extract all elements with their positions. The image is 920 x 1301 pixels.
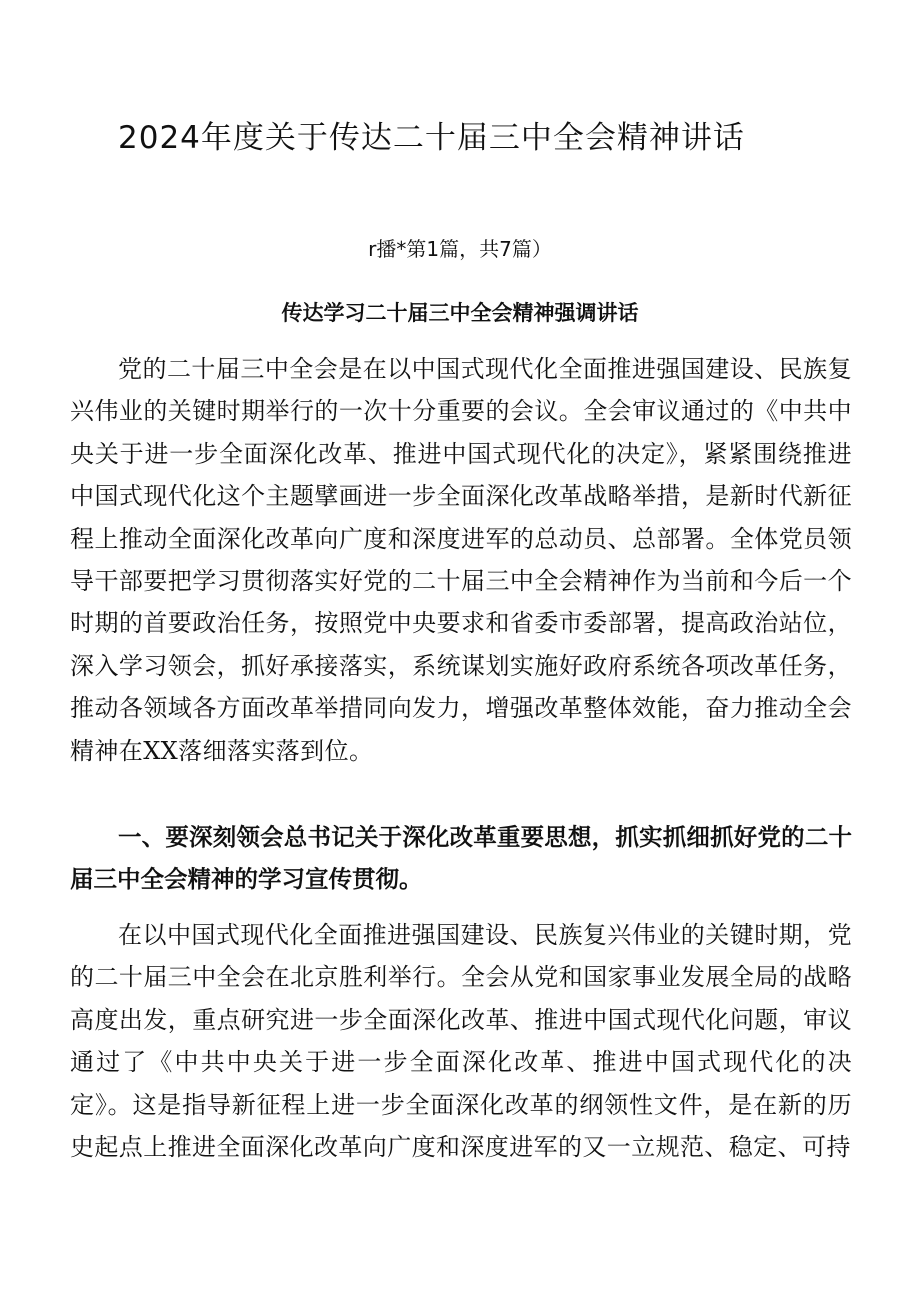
body-paragraph-2: 在以中国式现代化全面推进强国建设、民族复兴伟业的关键时期，党的二十届三中全会在北京胜利举行。全会从党和国家事业发展全局的战略高度出发，重点研究进一步全面深化改革、推进中国式现代化问题，审议通过了《中共中央关于进一步全面深化改革、推进中国式现代化的决定》。这是指导新征程上进一步全面深化改革的纲领性文件，是在新的历史起点上推进全面深化改革向广度和深度进军的又一立规范、稳定、可持 (70, 921, 852, 1162)
document-title: 2024年度关于传达二十届三中全会精神讲话 (118, 120, 745, 156)
heading-1: 一、要深刻领会总书记关于深化改革重要思想，抓实抓细抓好党的二十届三中全会精神的学习宣传贯彻。 (70, 823, 852, 893)
part-label: r播*第1篇，共7篇） (368, 237, 552, 261)
section-title: 传达学习二十届三中全会精神强调讲话 (281, 301, 639, 325)
body-paragraph-1: 党的二十届三中全会是在以中国式现代化全面推进强国建设、民族复兴伟业的关键时期举行的一次十分重要的会议。全会审议通过的《中共中央关于进一步全面深化改革、推进中国式现代化的决定》，紧紧围绕推进中国式现代化这个主题擘画进一步全面深化改革战略举措，是新时代新征程上推动全面深化改革向广度和深度进军的总动员、总部署。全体党员领导干部要把学习贯彻落实好党的二十届三中全会精神作为当前和今后一个时期的首要政治任务，按照党中央要求和省委市委部署，提高政治站位，深入学习领会，抓好承接落实，系统谋划实施好政府系统各项改革任务，推动各领域各方面改革举措同向发力，增强改革整体效能，奋力推动全会精神在XX落细落实落到位。 (70, 355, 852, 765)
